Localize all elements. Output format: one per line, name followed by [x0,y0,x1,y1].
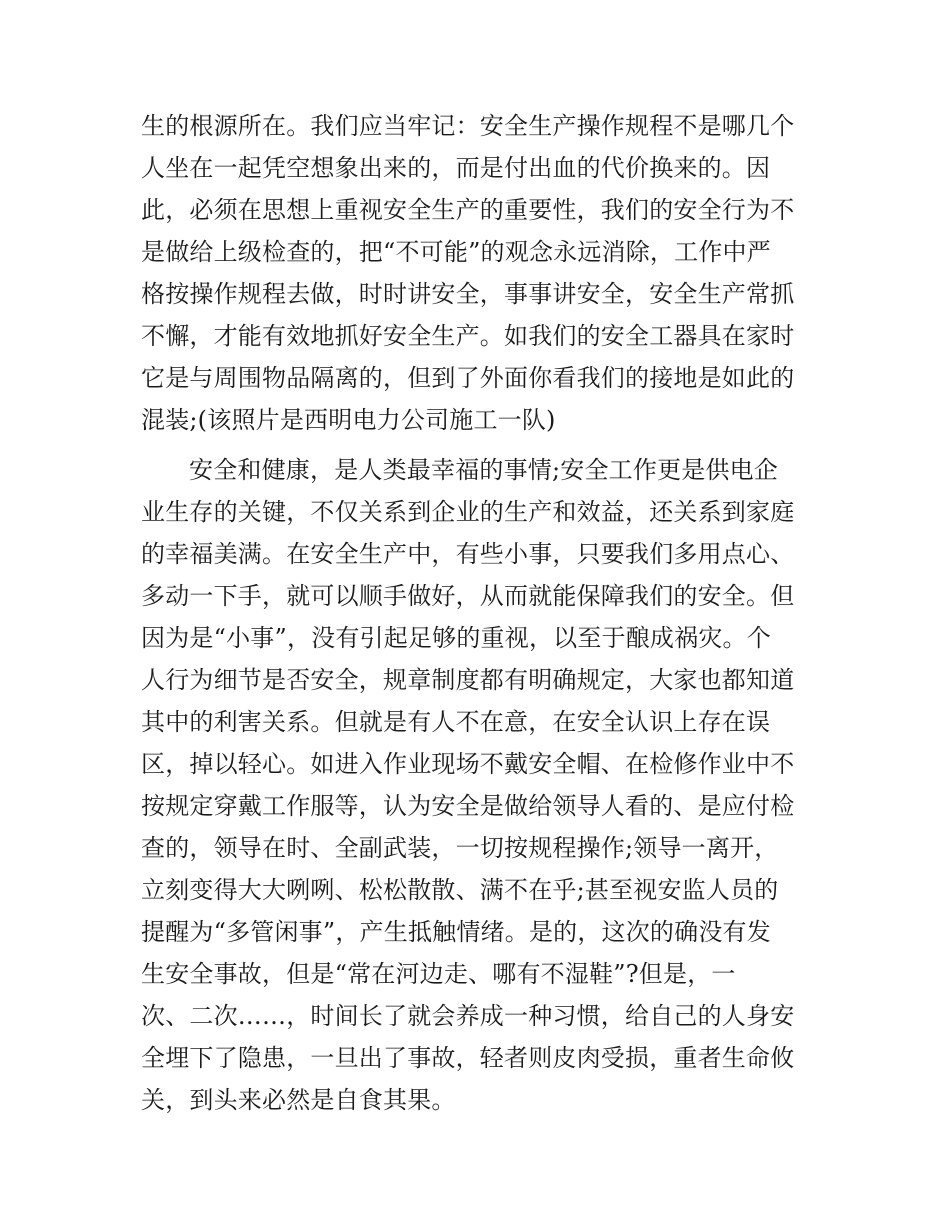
paragraph-1-line-6: 不懈，才能有效地抓好安全生产。如我们的安全工器具在家时 [141,322,795,350]
paragraph-2-line-1: 安全和健康，是人类最幸福的事情;安全工作更是供电企 [189,456,779,484]
paragraph-2-line-7: 其中的利害关系。但就是有人不在意，在安全认识上存在误 [141,708,771,736]
paragraph-2-line-2: 业生存的关键，不仅关系到企业的生产和效益，还关系到家庭 [141,498,795,526]
paragraph-2-line-16: 关，到头来必然是自食其果。 [141,1086,456,1114]
paragraph-2-line-14: 次、二次……，时间长了就会养成一种习惯，给自己的人身安 [141,1002,795,1030]
paragraph-2-line-10: 查的，领导在时、全副武装，一切按规程操作;领导一离开， [141,834,779,862]
paragraph-2-line-3: 的幸福美满。在安全生产中，有些小事，只要我们多用点心、 [141,540,795,568]
paragraph-2-line-4: 多动一下手，就可以顺手做好，从而就能保障我们的安全。但 [141,582,795,610]
paragraph-2-line-5: 因为是“小事”，没有引起足够的重视，以至于酿成祸灾。个 [141,624,771,652]
paragraph-2-line-12: 提醒为“多管闲事”，产生抵触情绪。是的，这次的确没有发 [141,918,771,946]
paragraph-1-line-8: 混装;(该照片是西明电力公司施工一队) [141,406,556,434]
paragraph-2-line-15: 全埋下了隐患，一旦出了事故，轻者则皮肉受损，重者生命攸 [141,1044,795,1072]
paragraph-1-line-5: 格按操作规程去做，时时讲安全，事事讲安全，安全生产常抓 [141,280,795,308]
paragraph-1-line-7: 它是与周围物品隔离的，但到了外面你看我们的接地是如此的 [141,364,795,392]
paragraph-2-line-9: 按规定穿戴工作服等，认为安全是做给领导人看的、是应付检 [141,792,795,820]
paragraph-1-line-2: 人坐在一起凭空想象出来的，而是付出血的代价换来的。因 [141,154,771,182]
paragraph-2-line-6: 人行为细节是否安全，规章制度都有明确规定，大家也都知道 [141,666,795,694]
paragraph-2-line-11: 立刻变得大大咧咧、松松散散、满不在乎;甚至视安监人员的 [141,876,779,904]
paragraph-2-line-8: 区，掉以轻心。如进入作业现场不戴安全帽、在检修作业中不 [141,750,795,778]
paragraph-1-line-3: 此，必须在思想上重视安全生产的重要性，我们的安全行为不 [141,196,795,224]
paragraph-1-line-4: 是做给上级检查的，把“不可能”的观念永远消除，工作中严 [141,238,771,266]
paragraph-1-line-1: 生的根源所在。我们应当牢记：安全生产操作规程不是哪几个 [141,112,795,140]
paragraph-2-line-13: 生安全事故，但是“常在河边走、哪有不湿鞋”?但是，一 [141,960,736,988]
